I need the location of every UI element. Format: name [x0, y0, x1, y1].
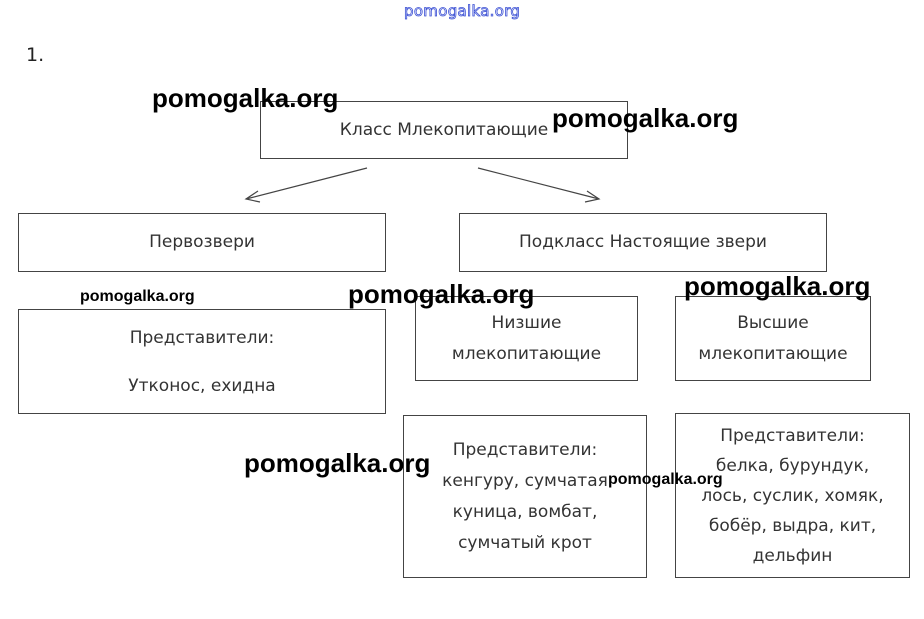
higher-mammals-label-line: Высшие [737, 312, 809, 333]
lower-mammals-representatives-box [403, 415, 647, 578]
representatives-label: Представители: [129, 327, 275, 348]
watermark: pomogalka.org [608, 471, 723, 488]
representative-line: куница, вомбат, [452, 501, 598, 522]
lower-mammals-label-line: млекопитающие [451, 343, 602, 364]
watermark: pomogalka.org [244, 448, 431, 478]
watermark: pomogalka.org [552, 103, 739, 133]
monotremes-box [18, 213, 386, 272]
task-number: 1. [26, 44, 45, 66]
representative-line: бобёр, выдра, кит, [708, 515, 877, 536]
watermark: pomogalka.org [80, 288, 195, 305]
representatives-label: Представители: [720, 425, 865, 446]
lower-mammals-label-line: Низшие [491, 312, 562, 333]
representative-line: белка, бурундук, [715, 455, 870, 476]
watermark: pomogalka.org [152, 83, 339, 113]
monotremes-label: Первозвери [149, 232, 255, 252]
watermark: pomogalka.org [348, 279, 535, 309]
representative-line: лось, суслик, хомяк, [701, 485, 884, 506]
site-link[interactable]: pomogalka.org [404, 2, 521, 20]
representatives-label: Представители: [452, 439, 598, 460]
root-class-label: Класс Млекопитающие [339, 119, 549, 140]
true-mammals-box [459, 213, 827, 272]
higher-mammals-representatives-box [675, 413, 910, 578]
arrow-to-left-branch [246, 168, 367, 202]
monotremes-representatives-box [18, 309, 386, 414]
arrow-to-right-branch [478, 168, 599, 202]
true-mammals-label: Подкласс Настоящие звери [519, 232, 767, 252]
higher-mammals-box [675, 296, 871, 381]
representative-line: сумчатый крот [458, 532, 592, 553]
higher-mammals-label-line: млекопитающие [698, 343, 848, 364]
monotremes-representatives-text: Утконос, ехидна [128, 375, 276, 396]
representative-line: кенгуру, сумчатая [442, 470, 608, 491]
watermark: pomogalka.org [684, 271, 871, 301]
representative-line: дельфин [752, 545, 833, 566]
